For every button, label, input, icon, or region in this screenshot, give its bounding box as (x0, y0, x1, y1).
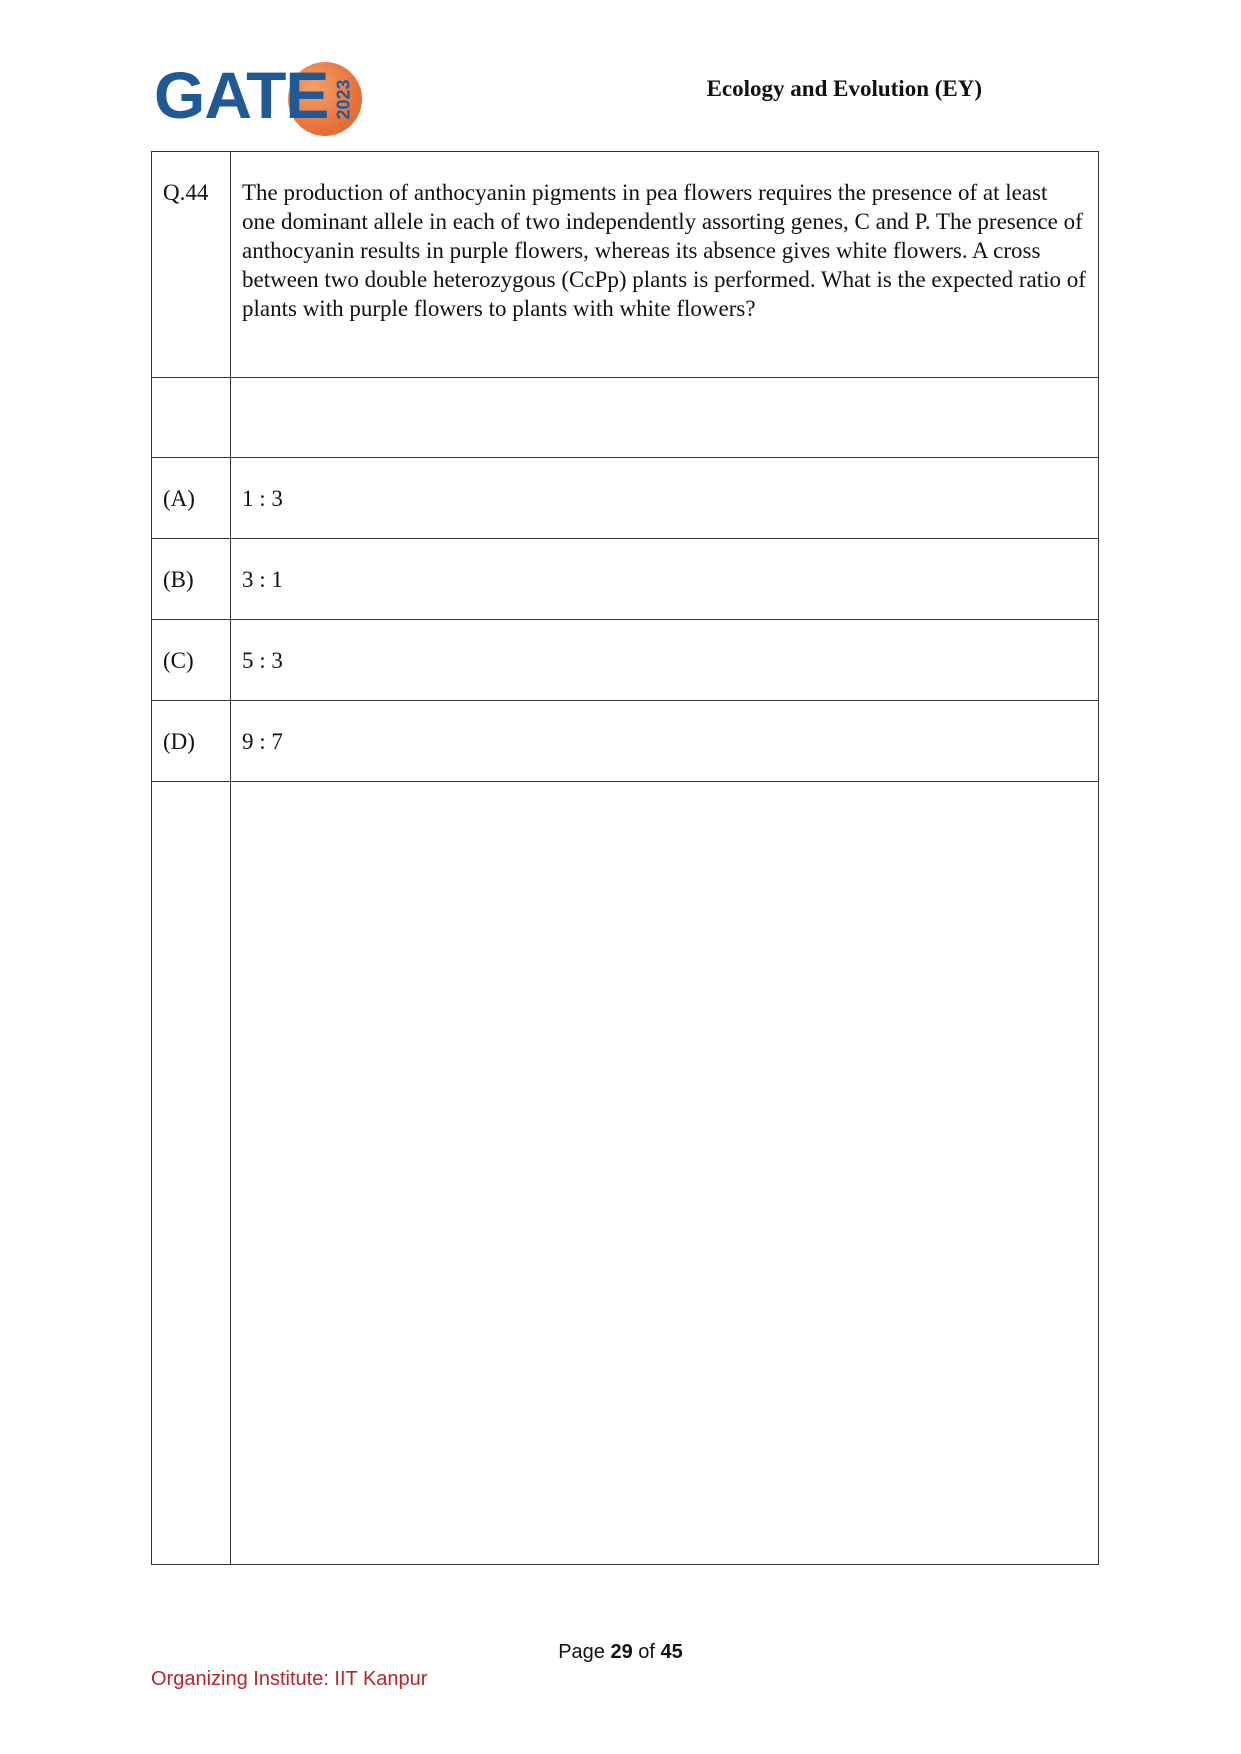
subject-title: Ecology and Evolution (EY) (706, 76, 982, 101)
question-table (151, 151, 1099, 1565)
option-label: (C) (152, 620, 231, 701)
page-number: Page 29 of 45 (558, 1641, 683, 1663)
option-row-b (152, 539, 1099, 620)
logo-year: 2023 (333, 78, 354, 120)
question-text: The production of anthocyanin pigments in pea flowers requires the presence of at least one dominant allele in each of two independently assorting genes, C and P. The presence of anthocyanin results in purple flowers, whereas its absence gives white flowers. A cross between two double heterozygous (CcPp) plants is performed. What is the expected ratio of plants with purple flowers to plants with white flowers? (231, 152, 1099, 378)
organizing-institute: Organizing Institute: IIT Kanpur (151, 1668, 428, 1690)
option-text: 3 : 1 (231, 539, 1099, 620)
workspace-row (152, 782, 1099, 1565)
option-row-d (152, 701, 1099, 782)
option-label: (D) (152, 701, 231, 782)
option-text: 5 : 3 (231, 620, 1099, 701)
blank-row (152, 378, 1099, 458)
logo-text: GATE (154, 58, 329, 132)
gate-logo (154, 58, 364, 142)
option-label: (B) (152, 539, 231, 620)
option-row-a (152, 458, 1099, 539)
option-text: 9 : 7 (231, 701, 1099, 782)
option-row-c (152, 620, 1099, 701)
question-number: Q.44 (152, 152, 231, 378)
question-row (152, 152, 1099, 378)
option-text: 1 : 3 (231, 458, 1099, 539)
option-label: (A) (152, 458, 231, 539)
